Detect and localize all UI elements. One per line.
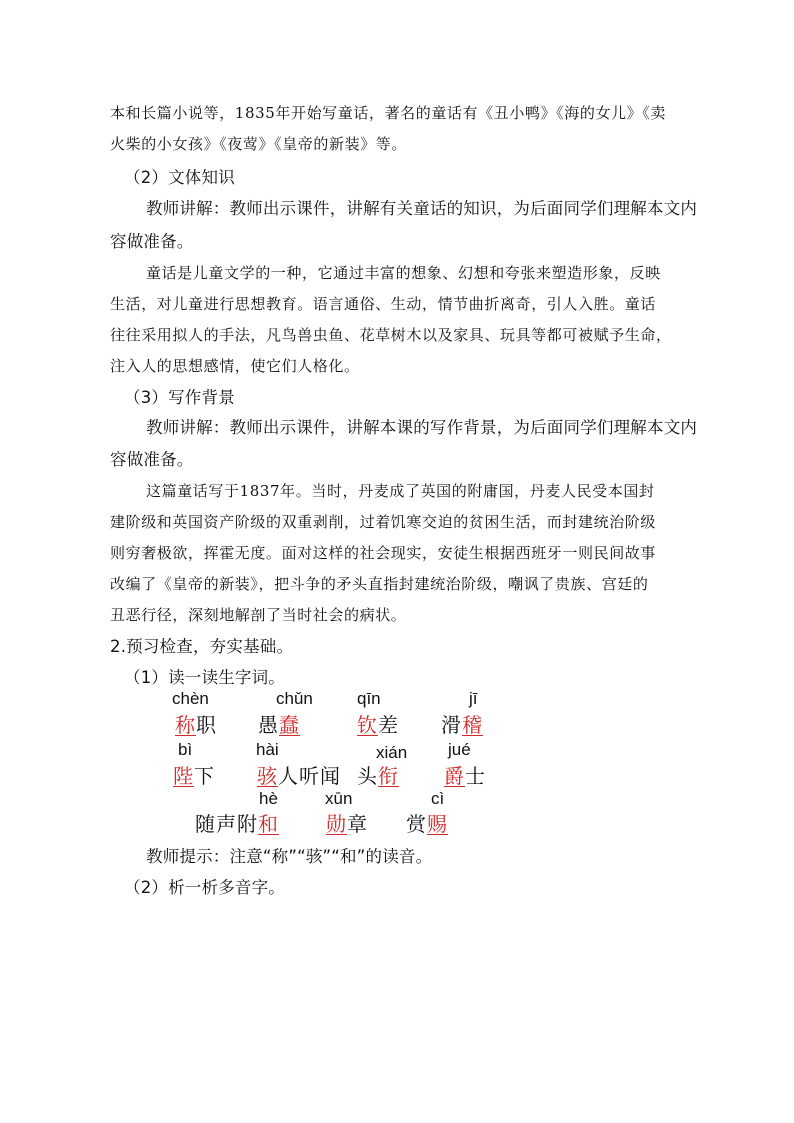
section-heading-genre: （2）文体知识 bbox=[124, 168, 235, 187]
fairy-tale-def-line-3: 往往采用拟人的手法，凡鸟兽虫鱼、花草树木以及家具、玩具等都可被赋予生命， bbox=[110, 326, 672, 344]
pinyin-label: jī bbox=[469, 689, 478, 708]
vocab-word: 勋章 bbox=[326, 812, 368, 836]
fairy-tale-def-line-2: 生活，对儿童进行思想教育。语言通俗、生动，情节曲折离奇，引人入胜。童话 bbox=[110, 295, 657, 313]
background-line-5: 丑恶行径，深刻地解剖了当时社会的病状。 bbox=[110, 606, 407, 624]
teacher-tip: 教师提示：注意“称”“骇”“和”的读音。 bbox=[146, 847, 433, 866]
vocab-word: 骇人听闻 bbox=[257, 764, 341, 788]
fairy-tale-def-line-1: 童话是儿童文学的一种，它通过丰富的想象、幻想和夸张来塑造形象，反映 bbox=[146, 264, 661, 282]
step-preview-check: 2.预习检查，夯实基础。 bbox=[110, 637, 294, 656]
vocab-word: 称职 bbox=[175, 713, 217, 737]
pinyin-label: hài bbox=[256, 740, 279, 759]
vocab-word: 随声附和 bbox=[195, 812, 279, 836]
background-line-2: 建阶级和英国资产阶级的双重剥削，过着饥寒交迫的贫困生活，而封建统治阶级 bbox=[110, 513, 657, 531]
vocab-word: 赏赐 bbox=[406, 812, 448, 836]
vocab-word: 头衔 bbox=[357, 764, 399, 788]
pinyin-label: jué bbox=[448, 740, 471, 759]
subsection-read-words: （1）读一读生字词。 bbox=[124, 668, 285, 687]
pinyin-label: xián bbox=[376, 743, 408, 762]
background-line-3: 则穷奢极欲，挥霍无度。面对这样的社会现实，安徒生根据西班牙一则民间故事 bbox=[110, 544, 657, 562]
pinyin-label: cì bbox=[431, 789, 445, 808]
vocab-word: 滑稽 bbox=[441, 713, 483, 737]
background-line-4: 改编了《皇帝的新装》，把斗争的矛头直指封建统治阶级，嘲讽了贵族、宫廷的 bbox=[110, 575, 649, 593]
author-intro-line-2: 火柴的小女孩》《夜莺》《皇帝的新装》等。 bbox=[110, 135, 408, 153]
author-intro-line-1: 本和长篇小说等，1835年开始写童话，著名的童话有《丑小鸭》《海的女儿》《卖 bbox=[110, 104, 666, 122]
pinyin-label: chǔn bbox=[276, 689, 313, 708]
vocab-word: 钦差 bbox=[357, 713, 399, 737]
fairy-tale-def-line-4: 注入人的思想感情，使它们人格化。 bbox=[110, 357, 360, 375]
pinyin-label: bì bbox=[178, 740, 193, 759]
subsection-polyphonic: （2）析一析多音字。 bbox=[124, 878, 285, 897]
pinyin-label: xūn bbox=[325, 789, 353, 808]
section-heading-background: （3）写作背景 bbox=[124, 388, 235, 407]
vocab-word: 愚蠢 bbox=[258, 713, 300, 737]
pinyin-label: chèn bbox=[172, 689, 209, 708]
teacher-explain-genre-line-1: 教师讲解：教师出示课件，讲解有关童话的知识，为后面同学们理解本文内 bbox=[146, 199, 698, 218]
vocab-word: 爵士 bbox=[444, 764, 486, 788]
teacher-explain-bg-line-1: 教师讲解：教师出示课件，讲解本课的写作背景，为后面同学们理解本文内 bbox=[146, 418, 698, 437]
background-line-1: 这篇童话写于1837年。当时，丹麦成了英国的附庸国，丹麦人民受本国封 bbox=[146, 482, 655, 500]
vocab-word: 陛下 bbox=[173, 764, 215, 788]
pinyin-label: qīn bbox=[357, 689, 381, 708]
teacher-explain-bg-line-2: 容做准备。 bbox=[110, 450, 194, 469]
pinyin-label: hè bbox=[259, 789, 278, 808]
teacher-explain-genre-line-2: 容做准备。 bbox=[110, 232, 194, 251]
